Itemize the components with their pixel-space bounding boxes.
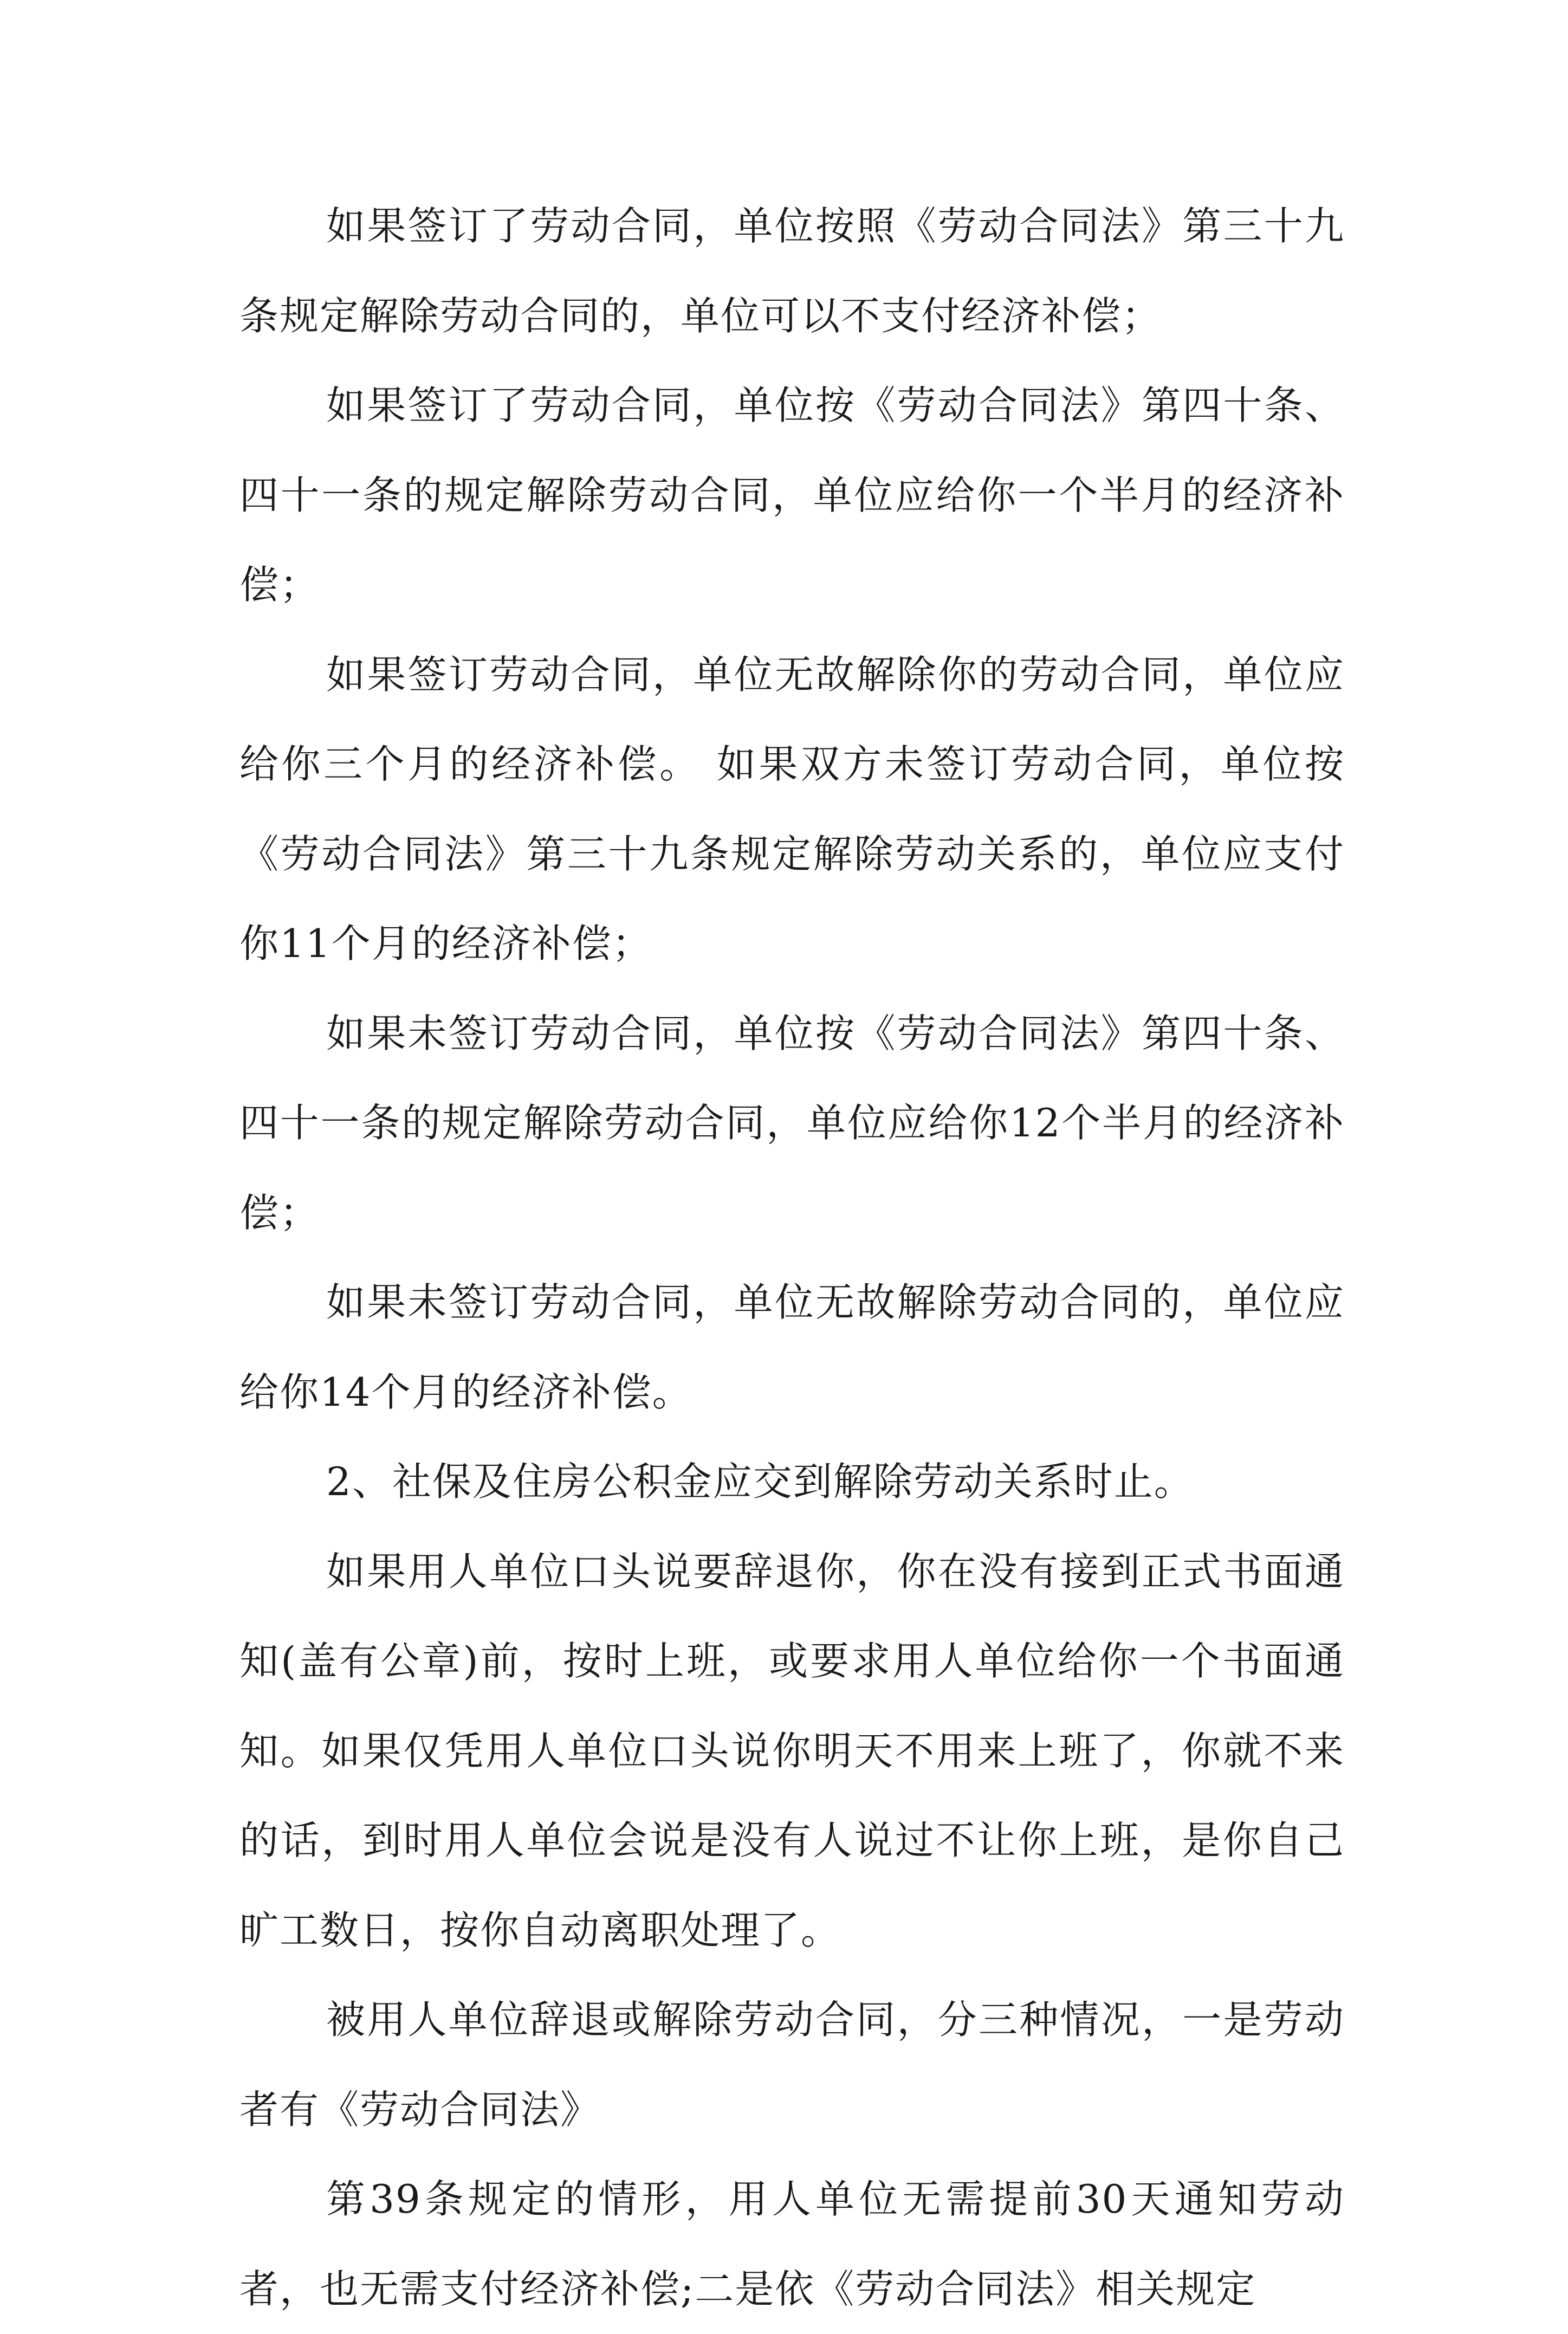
paragraph-4: 如果未签订劳动合同，单位按《劳动合同法》第四十条、四十一条的规定解除劳动合同，单位应给你12个半月的经济补偿； [239, 1010, 1345, 1236]
paragraph-5: 如果未签订劳动合同，单位无故解除劳动合同的，单位应给你14个月的经济补偿。 [239, 1279, 1345, 1415]
paragraph-7: 如果用人单位口头说要辞退你，你在没有接到正式书面通知(盖有公章)前，按时上班，或要求用人单位给你一个书面通知。如果仅凭用人单位口头说你明天不用来上班了，你就不来的话，到时用人单位会说是没有人说过不让你上班，是你自己旷工数日，按你自动离职处理了。 [239, 1548, 1345, 1953]
paragraph-3: 如果签订劳动合同，单位无故解除你的劳动合同，单位应给你三个月的经济补偿。 如果双方未签订劳动合同，单位按《劳动合同法》第三十九条规定解除劳动关系的，单位应支付你11个月的经济补偿； [239, 651, 1345, 966]
paragraph-8: 被用人单位辞退或解除劳动合同，分三种情况，一是劳动者有《劳动合同法》 [239, 1997, 1345, 2132]
paragraph-2: 如果签订了劳动合同，单位按《劳动合同法》第四十条、四十一条的规定解除劳动合同，单位应给你一个半月的经济补偿； [239, 383, 1345, 607]
paragraph-6: 2、社保及住房公积金应交到解除劳动关系时止。 [326, 1459, 1194, 1504]
paragraph-1: 如果签订了劳动合同，单位按照《劳动合同法》第三十九条规定解除劳动合同的，单位可以不支付经济补偿； [239, 203, 1345, 339]
document-body [239, 182, 1345, 2334]
paragraph-9: 第39条规定的情形，用人单位无需提前30天通知劳动者，也无需支付经济补偿;二是依《劳动合同法》相关规定 [239, 2176, 1345, 2312]
